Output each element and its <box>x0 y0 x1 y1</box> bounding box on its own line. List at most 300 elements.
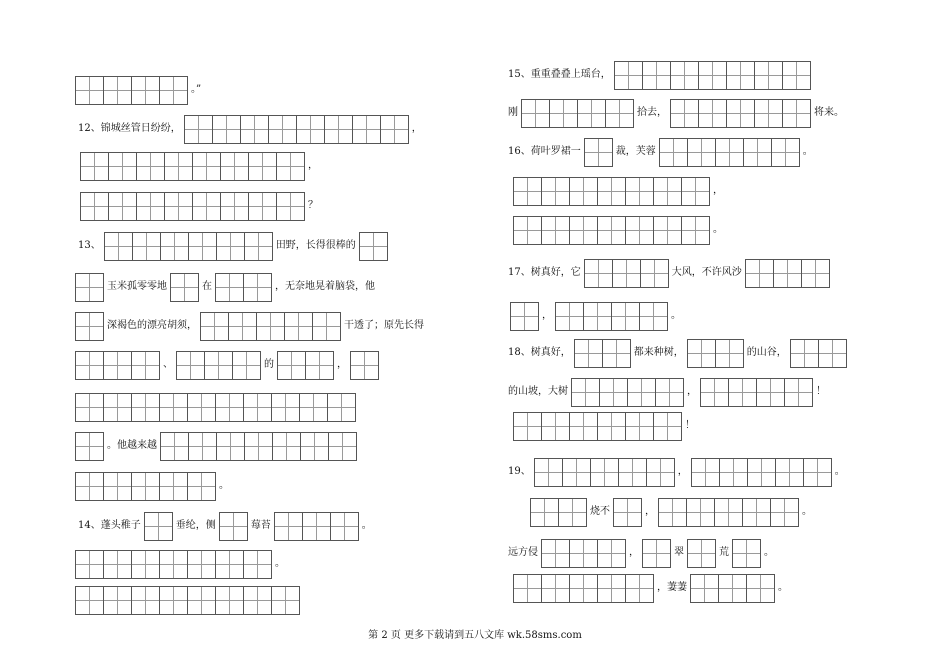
writing-cell[interactable] <box>232 351 261 380</box>
line-text: ， <box>629 547 639 558</box>
writing-cell[interactable] <box>274 512 303 541</box>
writing-cell[interactable] <box>541 539 570 568</box>
writing-cell[interactable] <box>215 550 244 579</box>
writing-cell[interactable] <box>775 458 804 487</box>
writing-cell[interactable] <box>803 458 832 487</box>
writing-cell[interactable] <box>380 115 409 144</box>
writing-cell[interactable] <box>513 574 542 603</box>
line-text: 。 <box>219 480 229 491</box>
writing-cell[interactable] <box>80 152 109 181</box>
writing-cell[interactable] <box>160 432 189 461</box>
writing-cell[interactable] <box>569 574 598 603</box>
writing-cell[interactable] <box>103 393 132 422</box>
writing-cell[interactable] <box>103 351 132 380</box>
writing-cell[interactable] <box>248 192 277 221</box>
writing-cell[interactable] <box>690 574 719 603</box>
writing-grid[interactable] <box>530 498 587 527</box>
writing-cell[interactable] <box>597 574 626 603</box>
right-column-line <box>505 98 847 128</box>
writing-cell[interactable] <box>276 192 305 221</box>
writing-cell[interactable] <box>747 458 776 487</box>
line-text: 15、重重叠叠上瑶台， <box>508 69 611 80</box>
writing-cell[interactable] <box>159 472 188 501</box>
writing-grid[interactable] <box>200 312 341 341</box>
writing-cell[interactable] <box>742 498 771 527</box>
left-column-line <box>75 549 288 579</box>
writing-grid[interactable] <box>160 432 357 461</box>
writing-cell[interactable] <box>754 61 783 90</box>
writing-cell[interactable] <box>75 273 104 302</box>
writing-cell[interactable] <box>305 351 334 380</box>
writing-grid[interactable] <box>75 472 216 501</box>
writing-cell[interactable] <box>597 216 626 245</box>
writing-cell[interactable] <box>597 177 626 206</box>
writing-grid[interactable] <box>219 512 248 541</box>
writing-grid[interactable] <box>732 539 761 568</box>
writing-cell[interactable] <box>312 312 341 341</box>
writing-cell[interactable] <box>75 550 104 579</box>
writing-cell[interactable] <box>244 232 273 261</box>
writing-cell[interactable] <box>187 550 216 579</box>
writing-cell[interactable] <box>686 498 715 527</box>
writing-cell[interactable] <box>577 99 606 128</box>
writing-cell[interactable] <box>184 115 213 144</box>
writing-cell[interactable] <box>75 586 104 615</box>
writing-cell[interactable] <box>534 458 563 487</box>
writing-cell[interactable] <box>687 138 716 167</box>
writing-cell[interactable] <box>698 61 727 90</box>
writing-grid[interactable] <box>790 339 847 368</box>
line-text: ？ <box>308 200 318 211</box>
line-text: 。 <box>802 506 812 517</box>
writing-cell[interactable] <box>728 378 757 407</box>
line-text: 。 <box>361 520 372 531</box>
line-text: ， <box>308 160 318 171</box>
writing-grid[interactable] <box>513 177 710 206</box>
writing-cell[interactable] <box>784 378 813 407</box>
writing-cell[interactable] <box>590 458 619 487</box>
writing-cell[interactable] <box>639 302 668 331</box>
writing-cell[interactable] <box>726 61 755 90</box>
writing-cell[interactable] <box>562 458 591 487</box>
writing-grid[interactable] <box>513 412 682 441</box>
writing-cell[interactable] <box>188 432 217 461</box>
line-text: 裁，芙蓉 <box>615 146 656 157</box>
writing-cell[interactable] <box>640 259 669 288</box>
writing-cell[interactable] <box>103 586 132 615</box>
writing-grid[interactable] <box>350 351 379 380</box>
writing-cell[interactable] <box>584 259 613 288</box>
writing-grid[interactable] <box>534 458 675 487</box>
writing-cell[interactable] <box>513 177 542 206</box>
writing-cell[interactable] <box>164 192 193 221</box>
writing-grid[interactable] <box>541 539 626 568</box>
writing-cell[interactable] <box>612 259 641 288</box>
writing-cell[interactable] <box>131 586 160 615</box>
writing-cell[interactable] <box>243 550 272 579</box>
writing-cell[interactable] <box>625 574 654 603</box>
writing-cell[interactable] <box>187 586 216 615</box>
writing-cell[interactable] <box>159 550 188 579</box>
writing-cell[interactable] <box>136 152 165 181</box>
writing-cell[interactable] <box>597 539 626 568</box>
writing-cell[interactable] <box>215 586 244 615</box>
writing-cell[interactable] <box>248 152 277 181</box>
left-column-line <box>80 191 321 221</box>
right-column-line <box>505 60 811 90</box>
writing-cell[interactable] <box>187 472 216 501</box>
writing-grid[interactable] <box>104 232 273 261</box>
line-text: 刚 <box>508 107 518 118</box>
writing-cell[interactable] <box>653 216 682 245</box>
writing-cell[interactable] <box>300 432 329 461</box>
writing-grid[interactable] <box>614 61 811 90</box>
writing-cell[interactable] <box>726 99 755 128</box>
writing-cell[interactable] <box>159 586 188 615</box>
writing-grid[interactable] <box>184 115 409 144</box>
writing-grid[interactable] <box>75 76 188 105</box>
writing-cell[interactable] <box>220 152 249 181</box>
writing-cell[interactable] <box>687 539 716 568</box>
writing-cell[interactable] <box>75 393 104 422</box>
writing-cell[interactable] <box>801 259 830 288</box>
left-column-line <box>75 585 300 615</box>
line-text: 烧不 <box>590 506 610 517</box>
writing-cell[interactable] <box>597 412 626 441</box>
writing-cell[interactable] <box>541 216 570 245</box>
writing-cell[interactable] <box>625 177 654 206</box>
left-column-line <box>75 431 357 461</box>
writing-cell[interactable] <box>164 152 193 181</box>
writing-cell[interactable] <box>790 339 819 368</box>
writing-grid[interactable] <box>687 339 744 368</box>
writing-grid[interactable] <box>75 586 300 615</box>
writing-grid[interactable] <box>584 259 669 288</box>
line-text: ，无奈地晃着脑袋，他 <box>275 281 375 292</box>
writing-cell[interactable] <box>284 312 313 341</box>
writing-cell[interactable] <box>599 378 628 407</box>
writing-cell[interactable] <box>108 152 137 181</box>
writing-grid[interactable] <box>642 539 671 568</box>
right-column-line <box>510 301 684 331</box>
writing-cell[interactable] <box>104 232 133 261</box>
writing-cell[interactable] <box>714 498 743 527</box>
writing-cell[interactable] <box>159 76 188 105</box>
writing-cell[interactable] <box>513 216 542 245</box>
line-text: 。他越来越 <box>107 440 157 451</box>
left-column-line <box>75 231 388 261</box>
writing-grid[interactable] <box>613 498 642 527</box>
line-text: 的 <box>264 359 274 370</box>
line-text: 12、锦城丝管日纷纷， <box>78 123 181 134</box>
writing-cell[interactable] <box>818 339 847 368</box>
writing-grid[interactable] <box>521 99 634 128</box>
writing-cell[interactable] <box>655 378 684 407</box>
writing-cell[interactable] <box>754 99 783 128</box>
line-text: 干透了；原先长得 <box>344 320 424 331</box>
line-text: 的山谷， <box>746 347 787 358</box>
writing-cell[interactable] <box>330 512 359 541</box>
writing-cell[interactable] <box>653 412 682 441</box>
writing-cell[interactable] <box>200 312 229 341</box>
writing-cell[interactable] <box>243 273 272 302</box>
writing-cell[interactable] <box>681 216 710 245</box>
writing-cell[interactable] <box>642 539 671 568</box>
writing-cell[interactable] <box>131 393 160 422</box>
line-text: 。 <box>713 224 723 235</box>
writing-cell[interactable] <box>571 378 600 407</box>
line-text: ， <box>687 386 697 397</box>
right-column-line <box>513 573 791 603</box>
writing-cell[interactable] <box>327 393 356 422</box>
line-text: 14、蓬头稚子 <box>78 520 141 531</box>
writing-cell[interactable] <box>569 412 598 441</box>
line-text: 远方侵 <box>508 547 538 558</box>
writing-cell[interactable] <box>131 472 160 501</box>
writing-cell[interactable] <box>513 412 542 441</box>
writing-cell[interactable] <box>271 586 300 615</box>
writing-cell[interactable] <box>613 498 642 527</box>
writing-cell[interactable] <box>743 138 772 167</box>
line-text: ， <box>542 310 552 321</box>
writing-grid[interactable] <box>144 512 173 541</box>
writing-cell[interactable] <box>103 76 132 105</box>
writing-cell[interactable] <box>605 99 634 128</box>
writing-cell[interactable] <box>187 393 216 422</box>
writing-grid[interactable] <box>274 512 359 541</box>
writing-cell[interactable] <box>132 232 161 261</box>
writing-cell[interactable] <box>176 351 205 380</box>
writing-cell[interactable] <box>131 351 160 380</box>
writing-cell[interactable] <box>521 99 550 128</box>
writing-cell[interactable] <box>108 192 137 221</box>
writing-grid[interactable] <box>745 259 830 288</box>
writing-cell[interactable] <box>276 152 305 181</box>
writing-cell[interactable] <box>268 115 297 144</box>
writing-cell[interactable] <box>510 302 539 331</box>
line-text: 。 <box>764 547 774 558</box>
writing-cell[interactable] <box>700 378 729 407</box>
line-text: ， <box>411 123 422 134</box>
writing-grid[interactable] <box>691 458 832 487</box>
writing-grid[interactable] <box>80 192 305 221</box>
writing-cell[interactable] <box>103 550 132 579</box>
left-column-line <box>75 272 378 302</box>
writing-cell[interactable] <box>215 393 244 422</box>
writing-cell[interactable] <box>583 302 612 331</box>
writing-cell[interactable] <box>549 99 578 128</box>
writing-cell[interactable] <box>144 512 173 541</box>
writing-cell[interactable] <box>782 99 811 128</box>
left-column-line <box>80 151 321 181</box>
writing-grid[interactable] <box>215 273 272 302</box>
line-text: ！ <box>816 386 826 397</box>
writing-cell[interactable] <box>773 259 802 288</box>
line-text: 都来种树， <box>633 347 684 358</box>
writing-cell[interactable] <box>75 472 104 501</box>
writing-cell[interactable] <box>212 115 241 144</box>
writing-cell[interactable] <box>244 432 273 461</box>
writing-cell[interactable] <box>574 339 603 368</box>
writing-grid[interactable] <box>80 152 305 181</box>
writing-cell[interactable] <box>627 378 656 407</box>
writing-grid[interactable] <box>555 302 668 331</box>
writing-cell[interactable] <box>131 76 160 105</box>
writing-cell[interactable] <box>359 232 388 261</box>
writing-cell[interactable] <box>691 458 720 487</box>
writing-grid[interactable] <box>510 302 539 331</box>
writing-cell[interactable] <box>302 512 331 541</box>
writing-cell[interactable] <box>136 192 165 221</box>
writing-cell[interactable] <box>625 412 654 441</box>
writing-cell[interactable] <box>192 192 221 221</box>
writing-grid[interactable] <box>176 351 261 380</box>
writing-grid[interactable] <box>670 99 811 128</box>
writing-cell[interactable] <box>756 378 785 407</box>
writing-grid[interactable] <box>658 498 799 527</box>
writing-grid[interactable] <box>513 574 654 603</box>
writing-cell[interactable] <box>75 432 104 461</box>
writing-cell[interactable] <box>160 232 189 261</box>
right-column-line <box>513 176 726 206</box>
writing-grid[interactable] <box>75 550 272 579</box>
writing-cell[interactable] <box>558 498 587 527</box>
writing-cell[interactable] <box>352 115 381 144</box>
writing-cell[interactable] <box>220 192 249 221</box>
writing-cell[interactable] <box>324 115 353 144</box>
writing-grid[interactable] <box>700 378 813 407</box>
writing-cell[interactable] <box>328 432 357 461</box>
writing-cell[interactable] <box>670 99 699 128</box>
writing-cell[interactable] <box>732 539 761 568</box>
writing-cell[interactable] <box>555 302 584 331</box>
writing-grid[interactable] <box>659 138 800 167</box>
writing-cell[interactable] <box>614 61 643 90</box>
line-text: 拾去， <box>637 107 667 118</box>
writing-grid[interactable] <box>571 378 684 407</box>
writing-cell[interactable] <box>715 339 744 368</box>
writing-cell[interactable] <box>350 351 379 380</box>
writing-cell[interactable] <box>611 302 640 331</box>
writing-cell[interactable] <box>541 412 570 441</box>
writing-grid[interactable] <box>170 273 199 302</box>
writing-cell[interactable] <box>215 273 244 302</box>
writing-grid[interactable] <box>75 432 104 461</box>
writing-cell[interactable] <box>625 216 654 245</box>
writing-cell[interactable] <box>103 472 132 501</box>
writing-cell[interactable] <box>277 351 306 380</box>
writing-cell[interactable] <box>659 138 688 167</box>
writing-grid[interactable] <box>75 393 356 422</box>
writing-cell[interactable] <box>642 61 671 90</box>
writing-cell[interactable] <box>569 216 598 245</box>
writing-cell[interactable] <box>272 432 301 461</box>
right-column-line <box>505 457 848 487</box>
writing-cell[interactable] <box>770 498 799 527</box>
writing-cell[interactable] <box>240 115 269 144</box>
writing-cell[interactable] <box>719 458 748 487</box>
writing-cell[interactable] <box>219 512 248 541</box>
writing-cell[interactable] <box>718 574 747 603</box>
writing-cell[interactable] <box>243 393 272 422</box>
writing-cell[interactable] <box>243 586 272 615</box>
writing-cell[interactable] <box>541 177 570 206</box>
writing-cell[interactable] <box>204 351 233 380</box>
writing-cell[interactable] <box>715 138 744 167</box>
writing-cell[interactable] <box>569 539 598 568</box>
writing-cell[interactable] <box>618 458 647 487</box>
writing-grid[interactable] <box>690 574 775 603</box>
writing-grid[interactable] <box>277 351 334 380</box>
writing-cell[interactable] <box>670 61 699 90</box>
writing-cell[interactable] <box>782 61 811 90</box>
writing-cell[interactable] <box>159 393 188 422</box>
writing-cell[interactable] <box>687 339 716 368</box>
writing-grid[interactable] <box>574 339 631 368</box>
writing-cell[interactable] <box>698 99 727 128</box>
writing-cell[interactable] <box>646 458 675 487</box>
writing-grid[interactable] <box>75 273 104 302</box>
writing-grid[interactable] <box>75 312 104 341</box>
writing-cell[interactable] <box>745 259 774 288</box>
writing-grid[interactable] <box>513 216 710 245</box>
writing-cell[interactable] <box>584 138 613 167</box>
line-text: 。 <box>834 466 845 477</box>
writing-cell[interactable] <box>602 339 631 368</box>
line-text: 田野，长得很棒的 <box>275 240 356 251</box>
line-text: 莓苔 <box>250 520 271 531</box>
writing-grid[interactable] <box>75 351 160 380</box>
left-column-line <box>75 350 379 380</box>
writing-cell[interactable] <box>75 76 104 105</box>
writing-cell[interactable] <box>75 351 104 380</box>
writing-grid[interactable] <box>687 539 716 568</box>
writing-cell[interactable] <box>271 393 300 422</box>
writing-cell[interactable] <box>530 498 559 527</box>
writing-cell[interactable] <box>75 312 104 341</box>
right-column-line <box>505 137 816 167</box>
writing-cell[interactable] <box>216 432 245 461</box>
line-text: 19、 <box>508 466 531 477</box>
line-text: 翠 <box>674 547 684 558</box>
writing-cell[interactable] <box>299 393 328 422</box>
line-text: 、 <box>163 359 173 370</box>
writing-cell[interactable] <box>541 574 570 603</box>
line-text: 将来。 <box>814 107 844 118</box>
right-column-line <box>505 377 829 407</box>
writing-cell[interactable] <box>80 192 109 221</box>
writing-cell[interactable] <box>256 312 285 341</box>
writing-cell[interactable] <box>170 273 199 302</box>
writing-cell[interactable] <box>681 177 710 206</box>
writing-cell[interactable] <box>188 232 217 261</box>
writing-cell[interactable] <box>569 177 598 206</box>
writing-grid[interactable] <box>584 138 613 167</box>
writing-cell[interactable] <box>658 498 687 527</box>
line-text: 。 <box>671 310 681 321</box>
writing-cell[interactable] <box>771 138 800 167</box>
writing-cell[interactable] <box>228 312 257 341</box>
right-column-line <box>505 338 847 368</box>
writing-cell[interactable] <box>216 232 245 261</box>
writing-cell[interactable] <box>296 115 325 144</box>
writing-cell[interactable] <box>746 574 775 603</box>
line-text: ！ <box>685 420 695 431</box>
writing-cell[interactable] <box>192 152 221 181</box>
writing-cell[interactable] <box>131 550 160 579</box>
writing-cell[interactable] <box>653 177 682 206</box>
writing-grid[interactable] <box>359 232 388 261</box>
